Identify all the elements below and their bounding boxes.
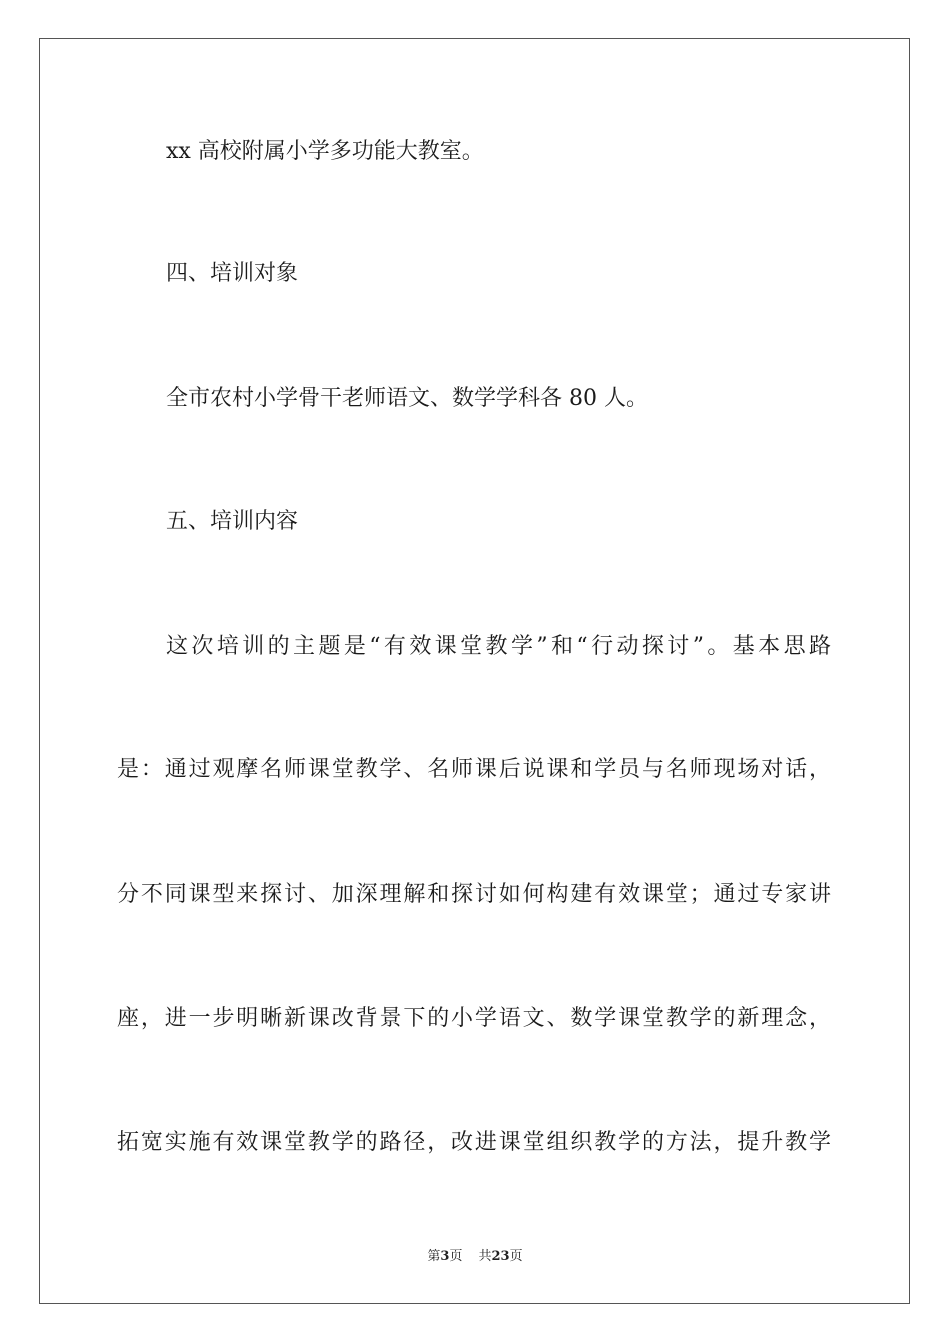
paragraph-location: xx 高校附属小学多功能大教室。 (166, 139, 484, 164)
paragraph-content-line-3: 分不同课型来探讨、加深理解和探讨如何构建有效课堂；通过专家讲 (117, 882, 831, 907)
paragraph-content-line-1: 这次培训的主题是“有效课堂教学”和“行动探讨”。基本思路 (166, 634, 831, 659)
page-border (39, 38, 910, 1304)
paragraph-content-line-5: 拓宽实施有效课堂教学的路径，改进课堂组织教学的方法，提升教学 (117, 1130, 831, 1155)
footer-total-prefix: 共 (478, 1249, 492, 1264)
footer-total-pages: 23 (491, 1249, 510, 1264)
section-heading-trainees: 四、培训对象 (166, 261, 299, 286)
paragraph-trainees: 全市农村小学骨干老师语文、数学学科各 80 人。 (166, 386, 648, 411)
footer-page-number: 3 (440, 1249, 450, 1264)
footer-total-suffix: 页 (509, 1249, 523, 1264)
footer-page-prefix: 第 (427, 1249, 441, 1264)
paragraph-content-line-4: 座，进一步明晰新课改背景下的小学语文、数学课堂教学的新理念， (117, 1006, 831, 1031)
paragraph-content-line-2: 是：通过观摩名师课堂教学、名师课后说课和学员与名师现场对话， (117, 757, 831, 782)
footer-page-suffix: 页 (449, 1249, 463, 1264)
page-footer (0, 1248, 950, 1266)
section-heading-content: 五、培训内容 (166, 509, 299, 534)
